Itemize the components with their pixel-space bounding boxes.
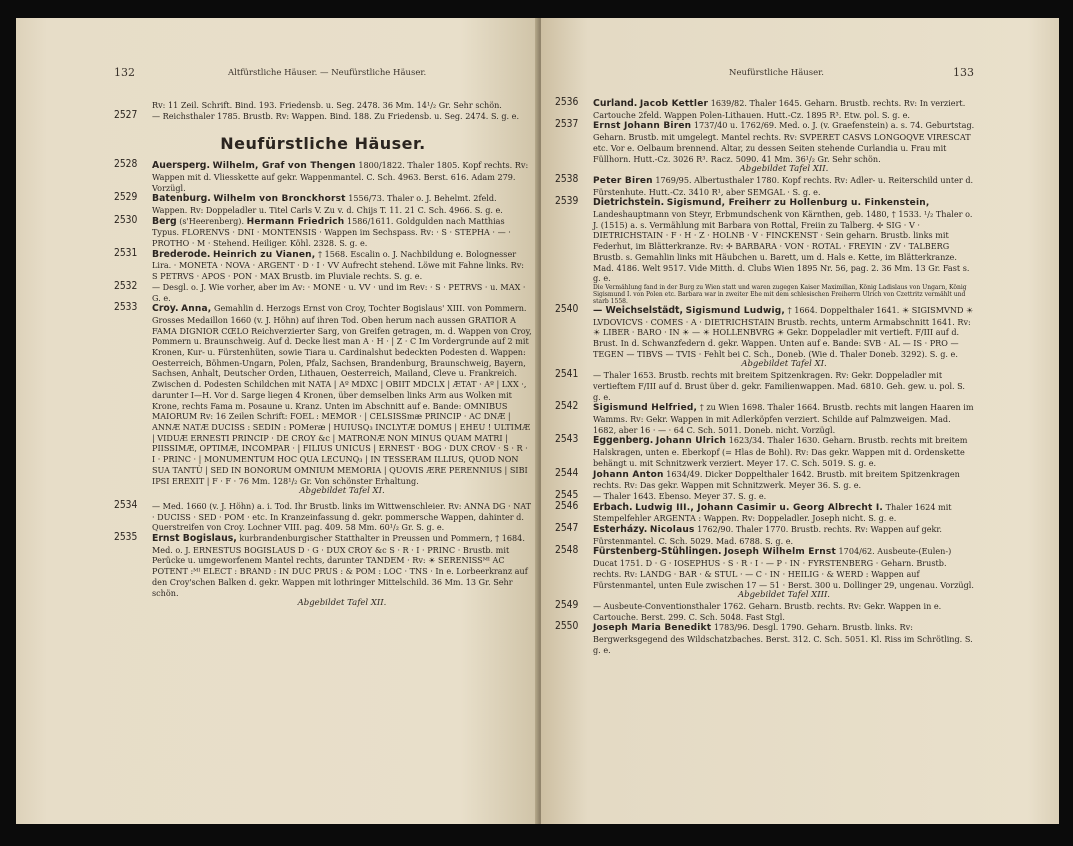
- person-name: Johann Anton: [593, 469, 664, 480]
- house-name: Eggenberg.: [593, 435, 654, 447]
- house-name: Esterházy.: [593, 524, 648, 536]
- person-name: Johann Ulrich: [655, 436, 727, 447]
- entry-text: — Ausbeute-Conventionsthaler 1762. Geharn. Brustb. rechts. Rv: Gekr. Wappen in e. Cartouche. Berst. 299. C. Sch. 5048. Fast Stgl.: [593, 600, 942, 622]
- entry-text: — Thaler 1653. Brustb. rechts mit breitem Spitzenkragen. Rv: Gekr. Doppeladler mit vertieftem F/III auf d. Brust über d. gekr. Familienwappen. Mad. 6810. Geh. gew. u. pol. S. g. e.: [593, 370, 966, 402]
- catalog-entry: [555, 502, 975, 524]
- person-name: Wilhelm von Bronckhorst: [213, 194, 346, 205]
- open-book: [16, 18, 1059, 824]
- entry-number: 2545: [555, 489, 579, 501]
- left-page: [16, 18, 539, 824]
- catalog-entry: [555, 546, 975, 601]
- entry-number: 2539: [555, 196, 579, 208]
- entry-number: 2540: [555, 303, 579, 315]
- catalog-entry: [555, 98, 975, 120]
- entry-number: 2541: [555, 369, 579, 381]
- house-name: Dietrichstein.: [593, 197, 665, 209]
- page-number: 133: [953, 66, 974, 79]
- catalog-entry: [555, 402, 975, 435]
- entry-number: 2546: [555, 500, 579, 512]
- entry-number: 2542: [555, 401, 579, 413]
- right-column: [555, 98, 975, 655]
- figure-reference: Abgebildet Tafel XII.: [739, 164, 829, 175]
- person-name: Wilhelm, Graf von Thengen: [212, 161, 356, 172]
- catalog-entry: [555, 305, 975, 370]
- entry-number: 2544: [555, 467, 579, 479]
- continued-text: Rv: 11 Zeil. Schrift. Bind. 193. Friedensb. u. Seg. 2478. 36 Mm. 14¹/₂ Gr. Sehr schön.: [152, 100, 502, 110]
- entry-number: 2537: [555, 119, 579, 131]
- catalog-entry: [114, 216, 532, 249]
- person-name: Sigismund Ludwig,: [685, 305, 786, 316]
- entry-text: 1634/49. Dicker Doppelthaler 1642. Brustb. mit breitem Spitzenkragen rechts. Rv: Das gekr. Wappen mit Schnitzwerk. Meyer 36. S. g. e.: [593, 468, 960, 491]
- catalog-entry: [555, 435, 975, 468]
- catalog-entry: [555, 197, 975, 305]
- entry-number: 2528: [114, 159, 138, 171]
- house-name: Fürstenberg-Stühlingen.: [593, 546, 722, 558]
- catalog-entry: [555, 601, 975, 622]
- catalog-entry: [114, 282, 532, 303]
- entry-text: Landeshauptmann von Steyr, Erbmundschenk von Kärnthen, geb. 1480, † 1533. ¹/₂ Thaler o. J. (1515) a. s. Vermählung mit Barbara von Rottal, Freiin zu Talberg. ✢ SIG · V · DIETRICHSTAIN · F · H · Z · HOLNB · V · FINCKENST · Sein geharn. Brustb. links mit Federhut, im Blätterkranze. Rv: ✢ BARBARA · VON · ROTAL · FREYIN · ZV · TALBERG Brustb. s. Gemahlin links mit Häubchen u. Barett, um d. Hals e. Kette, im Blätterkranze. Mad. 4186. Welt 9517. Vide Mitth. d. Clubs Wien 1895 Nr. 56, pag. 2. 36 Mm. 13 Gr. Fast s. g. e.: [593, 209, 973, 284]
- entry-text: 1586/1611. Goldgulden nach Matthias Typus. FLORENVS · DNI · MONTENSIS · Wappen im Sechspass. Rv: · S · STEPHA · — · PROTHO · M · Stehend. Heiliger. Köhl. 2328. S. g. e.: [152, 215, 511, 249]
- entry-text: Gemahlin d. Herzogs Ernst von Croy, Tochter Bogislaus' XIII. von Pommern. Grosses Medaillon 1660 (v. J. Höhn) auf ihren Tod. Oben herum nach aussen GRATIOR A FAMA DIGNIOR CŒLO Reichverzierter Sarg, von Greifen getragen, m. d. Wappen von Croy, Pommern u. Braunschweig. Auf d. Decke liest man A · H · | Z · C Im Vordergrunde auf 2 mit Kronen, Kur- u. Fürstenhüten, sowie Tiara u. Cardinalshut bedeckten Podesten d. Wappen: Oesterreich, Böhmen-Ungarn, Polen, Pfalz, Sachsen, Brandenburg, Braunschweig, Bayern, Sachsen, Anhalt, Deutscher Orden, Lithauen, Oesterreich, Mailand, Cleve u. Frankreich. Zwischen d. Podesten Schildchen mit NATA | Aº MDXC | OBIIT MDCLX | ÆTAT · Aº | LXX ·, darunter I—H. Vor d. Sarge liegen 4 Kronen, über demselben links Arm aus Wolken mit Krone, rechts Fama m. Posaune u. Kranz. Unten im Abschnitt auf e. Bande: OMNIBUS MAIORUM Rv: 16 Zeilen Schrift: FOEL : MEMOR · | CELSISSmæ PRINCIP · AC DNÆ | ANNÆ NATÆ DUCISS : SEDIN : POMeræ | HUIUSQ₃ INCLYTÆ DOMUS | EHEU ! ULTIMÆ | VIDUÆ ERNESTI PRINCIP · DE CROY &c | MATRONÆ NON MINUS QUAM MATRI | PIISSIMÆ, OPTIMÆ, INCOMPAR · | FILIUS UNICUS | ERNEST · BOG · DUX CROV · S · R · I · PRINC · | MONUMENTUM HOC QUA LECUNQ₃ | IN TESSERAM ILLIUS, QUOD NON SUA TANTÙ | SED IN BONORUM OMNIUM MEMORIA | QUOVIS ÆRE PERENNIUS | SIBI IPSI EREXIT | F · F · 76 Mm. 128¹/₂ Gr. Von schönster Erhaltung.: [152, 303, 532, 486]
- person-name: Jacob Kettler: [639, 99, 709, 109]
- entry-text: † 1664. Doppelthaler 1641. ☀ SIGISMVND ☀ LVDOVICVS · COMES · A · DIETRICHSTAIN Brustb. rechts, unterm Armabschnitt 1641. Rv: ☀ LIBER · BARO · IN ☀ — ☀ HOLLENBVRG ☀ Gekr. Doppeladler mit vertieft. F/III auf d. Brust. In d. Schwanzfedern d. gekr. Wappen. Unten auf e. Bande: SVB · AL — IS · PRO — TEGEN — TIBVS — TVIS · Fehlt bei C. Sch., Doneb. (Wie d. Thaler Doneb. 3292). S. g. e.: [593, 304, 974, 359]
- entry-text: — Thaler 1643. Ebenso. Meyer 37. S. g. e.: [593, 490, 767, 501]
- entry-text: † zu Wien 1698. Thaler 1664. Brustb. rechts mit langen Haaren im Wamms. Rv: Gekr. Wappen in mit Adlerköpfen verziert. Schilde auf Palmzweigen. Mad. 1682, aber 16 · — · 64 C. Sch. 5011. Doneb. nicht. Vorzügl.: [593, 402, 974, 435]
- entry-text: 1639/82. Thaler 1645. Geharn. Brustb. rechts. Rv: In verziert. Cartouche 2feld. Wappen Polen-Lithauen. Hutt.-Cz. 1895 R³. Etw. pol. S. g. e.: [593, 98, 966, 120]
- person-name: Hermann Friedrich: [246, 216, 345, 227]
- entry-number: 2534: [114, 499, 138, 511]
- entry-text: — Desgl. o. J. Wie vorher, aber im Av: · MONE · u. VV · und im Rev: · S · PETRVS · u. MAX · G. e.: [152, 281, 526, 303]
- catalog-entry: [555, 469, 975, 491]
- person-name: Joseph Maria Benedikt: [593, 623, 712, 634]
- entry-number: 2532: [114, 280, 138, 292]
- entry-number: 2543: [555, 434, 579, 446]
- house-name: Croy.: [152, 303, 179, 315]
- person-name: Ernst Bogislaus,: [152, 533, 237, 545]
- entry-number: 2530: [114, 214, 138, 226]
- entry-number: 2536: [555, 97, 579, 108]
- entry-text: Thaler 1624 mit Stempelfehler ARGENTA : Wappen. Rv: Doppeladler. Joseph nicht. S. g. e.: [593, 501, 952, 524]
- catalog-entry: [114, 533, 532, 609]
- figure-reference: Abgebildet Tafel XII.: [297, 598, 387, 609]
- person-name: Heinrich zu Vianen,: [212, 249, 316, 260]
- entry-number: 2531: [114, 247, 138, 259]
- catalog-entry: [114, 111, 532, 122]
- house-name: Batenburg.: [152, 193, 211, 205]
- person-name: Sigismund Helfried,: [593, 403, 698, 414]
- catalog-entry: [114, 303, 532, 497]
- entry-number: 2548: [555, 545, 579, 557]
- running-head: Altfürstliche Häuser. — Neufürstliche Häuser.: [228, 68, 427, 78]
- entry-text: 1623/34. Thaler 1630. Geharn. Brustb. rechts mit breitem Halskragen, unten e. Eberkopf (= Hlas de Bohl). Rv: Das gekr. Wappen mit d. Ordenskette behängt u. mit Schnitzwerk verziert. Meyer 17. C. Sch. 5019. S. g. e.: [593, 435, 968, 468]
- entry-number: 2533: [114, 302, 138, 314]
- person-name: Anna,: [181, 304, 212, 315]
- house-name: Auersperg.: [152, 160, 210, 172]
- person-name: Ernst Johann Biren: [593, 121, 692, 132]
- entry-number: 2538: [555, 173, 579, 185]
- catalog-entry: [114, 193, 532, 215]
- house-name: Erbach.: [593, 501, 633, 513]
- entry-text: — Med. 1660 (v. J. Höhn) a. i. Tod. Ihr Brustb. links im Wittwenschleier. Rv: ANNA DG · NAT · DUCISS · SED · POM · etc. In Kranzeinfassung d. gekr. pommersche Wappen, dahinter d. Querstreifen von Croy. Lochner VIII. pag. 409. 58 Mm. 60¹/₂ Gr. S. g. e.: [152, 500, 532, 533]
- catalog-entry: [114, 249, 532, 282]
- catalog-entry: [114, 501, 532, 533]
- entry-number: 2527: [114, 109, 138, 121]
- right-page: [541, 18, 1059, 824]
- person-name: Nicolaus: [649, 525, 695, 536]
- figure-reference: Abgebildet Tafel XI.: [299, 486, 385, 497]
- entry-number: 2547: [555, 523, 579, 535]
- entry-number: 2529: [114, 192, 138, 204]
- catalog-entry: [114, 160, 532, 193]
- running-head: Neufürstliche Häuser.: [729, 68, 824, 78]
- person-name: Ludwig III., Johann Casimir u. Georg Albrecht I.: [635, 502, 884, 513]
- entry-text: — Reichsthaler 1785. Brustb. Rv: Wappen. Bind. 188. Zu Friedensb. u. Seg. 2474. S. g. e.: [152, 110, 520, 121]
- left-column: [114, 100, 532, 609]
- house-subtitle: (s'Heerenberg).: [179, 215, 245, 226]
- entry-text: 1704/62. Ausbeute-(Eulen-) Ducat 1751. D · G · IOSEPHUS · S · R · I · — P · IN · FYRSTENBERG · Geharn. Brustb. rechts. Rv: LANDG · BAR · & STUL · — C · IN · HEILIG · & WERD : Wappen auf Fürstenmantel, unten Eule zwischen 17 — 51 · Berst. 300 u. Dollinger 29, ungenau. Vorzügl.: [593, 546, 974, 590]
- catalog-entry: [555, 120, 975, 175]
- footnote: Die Vermählung fand in der Burg zu Wien statt und waren zugegen Kaiser Maximilian, König Ladislaus von Ungarn, König Sigismund I. von Polen etc. Barbara war in zweiter Ehe mit dem schlesischen Freiherrn Ulrich von Czettritz vermählt und starb 1558.: [593, 283, 967, 305]
- entry-number: 2535: [114, 532, 138, 544]
- house-name: Berg: [152, 215, 177, 227]
- page-number: 132: [114, 66, 135, 79]
- entry-text: 1762/90. Thaler 1770. Brustb. rechts. Rv: Wappen auf gekr. Fürstenmantel. C. Sch. 5029. Mad. 6788. S. g. e.: [593, 524, 942, 546]
- figure-reference: Abgebildet Tafel XIII.: [737, 590, 831, 601]
- entry-text: 1783/96. Desgl. 1790. Geharn. Brustb. links. Rv: Bergwerksgegend des Wildschatzbaches. Berst. 312. C. Sch. 5051. Kl. Riss im Schrötling. S. g. e.: [593, 622, 973, 655]
- entry-text: 1769/95. Albertusthaler 1780. Kopf rechts. Rv: Adler- u. Reiterschild unter d. Fürstenhute. Hutt.-Cz. 3410 R¹, aber SEMGAL · S. g. e.: [593, 174, 974, 197]
- person-name: Sigismund, Freiherr zu Hollenburg u. Finkenstein,: [666, 198, 930, 209]
- section-title: Neufürstliche Häuser.: [220, 134, 426, 154]
- figure-reference: Abgebildet Tafel XI.: [741, 359, 827, 370]
- house-name: Curland.: [593, 98, 638, 109]
- person-name: Joseph Wilhelm Ernst: [724, 547, 836, 558]
- catalog-entry: [555, 622, 975, 655]
- catalog-entry: [555, 370, 975, 402]
- entry-text: 1556/73. Thaler o. J. Behelmt. 2feld. Wappen. Rv: Doppeladler u. Titel Carls V. Zu v. d. Chijs T. 11. 21 C. Sch. 4966. S. g. e.: [152, 193, 503, 215]
- catalog-entry: [555, 175, 975, 197]
- entry-text: 1737/40 u. 1762/69. Med. o. J. (v. Graefenstein) a. s. 74. Geburtstag. Geharn. Brustb. mit umgelegt. Mantel rechts. Rv: SVPERET CASVS LONGOQVE VIRESCAT etc. Vor e. Oelbaum brennend. Altar, zu dessen Seiten stehende Curlandia u. Frau mit Füllhorn. Hutt.-Cz. 3026 R³. Racz. 5090. 41 Mm. 36¹/₂ Gr. Sehr schön.: [593, 120, 975, 164]
- catalog-entry: [555, 491, 975, 502]
- entry-text: kurbrandenburgischer Statthalter in Preussen und Pommern, † 1684. Med. o. J. ERNESTUS BOGISLAUS D · G · DUX CROY &c S · R · I · PRINC · Brustb. mit Perücke u. umgeworfenem Mantel rechts, darunter TANDEM · Rv: ☀ SERENISSᴹᴵ AC POTENT :ᴹᴵ ELECT : BRAND : IN DUC PRUS : & POM : LOC · TNS · In e. Lorbeerkranz auf den Croy'schen Balken d. gekr. Wappen mit lothringer Mittelschild. 36 Mm. 13 Gr. Sehr schön.: [152, 533, 528, 598]
- entry-number: 2550: [555, 621, 579, 633]
- entry-number: 2549: [555, 599, 579, 611]
- person-name: Peter Biren: [593, 175, 653, 186]
- entry-text: † 1568. Escalin o. J. Nachbildung e. Bolognesser Lira. · MONETA · NOVA · ARGENT · D · I · VV Aufrecht stehend. Löwe mit Fahne links. Rv: S PETRVS · APOS · PON · MAX Brustb. im Pluviale rechts. S. g. e.: [152, 248, 525, 282]
- house-name: Brederode.: [152, 248, 211, 260]
- entry-text: 1800/1822. Thaler 1805. Kopf rechts. Rv: Wappen mit d. Vliesskette auf gekr. Wappenmantel. C. Sch. 4963. Berst. 616. Adam 279. Vorzügl.: [152, 160, 529, 193]
- catalog-entry: [555, 524, 975, 546]
- house-name: — Weichselstädt,: [593, 304, 683, 316]
